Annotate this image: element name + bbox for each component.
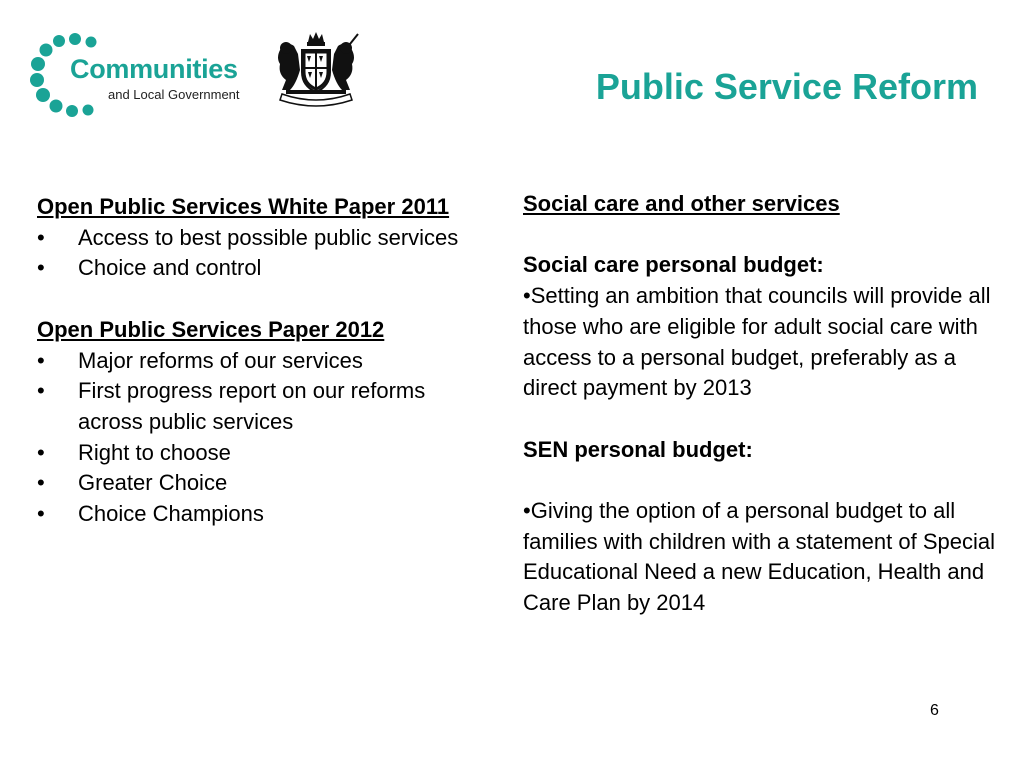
sen-budget-text: •Giving the option of a personal budget to all families with children with a statement of Special Educational Need a new Education, Health and Care Plan by 2014	[523, 497, 995, 616]
list-item: • Choice Champions	[37, 499, 487, 530]
white-paper-2011-heading: Open Public Services White Paper 2011	[37, 194, 450, 219]
paper-2012-list	[37, 346, 487, 530]
bullet-icon: •	[37, 347, 45, 373]
list-item: • Greater Choice	[37, 468, 487, 499]
sen-budget-subheading: SEN personal budget:	[523, 436, 753, 462]
bullet-icon: •	[37, 224, 45, 250]
slide-title: Public Service Reform	[595, 66, 978, 107]
social-care-budget-text: •Setting an ambition that councils will provide all those who are eligible for adult social care with access to a personal budget, preferably as a direct payment by 2013	[523, 283, 991, 401]
royal-coat-of-arms-icon	[272, 30, 360, 108]
bullet-icon: •	[37, 439, 45, 465]
white-paper-2011-list	[37, 223, 487, 284]
logo-wordmark: Communities	[70, 54, 238, 84]
paper-2012-heading: Open Public Services Paper 2012	[37, 316, 385, 342]
right-column	[523, 189, 998, 619]
social-care-budget-subheading: Social care personal budget:	[523, 252, 824, 278]
bullet-icon: •	[37, 470, 45, 496]
bullet-icon: •	[37, 378, 45, 404]
bullet-icon: •	[37, 501, 45, 527]
list-item: • First progress report on our reforms across public services	[37, 378, 426, 434]
left-column	[37, 192, 487, 530]
list-item: • Major reforms of our services	[37, 346, 487, 377]
list-item: • Right to choose	[37, 438, 487, 469]
logo-subtitle: and Local Government	[108, 87, 240, 102]
bullet-icon: •	[37, 255, 45, 281]
social-care-heading: Social care and other services	[523, 191, 840, 216]
list-item: • Access to best possible public services	[37, 223, 487, 254]
list-item: • Choice and control	[37, 253, 487, 284]
page-number: 6	[930, 702, 939, 719]
communities-logo	[28, 30, 268, 120]
